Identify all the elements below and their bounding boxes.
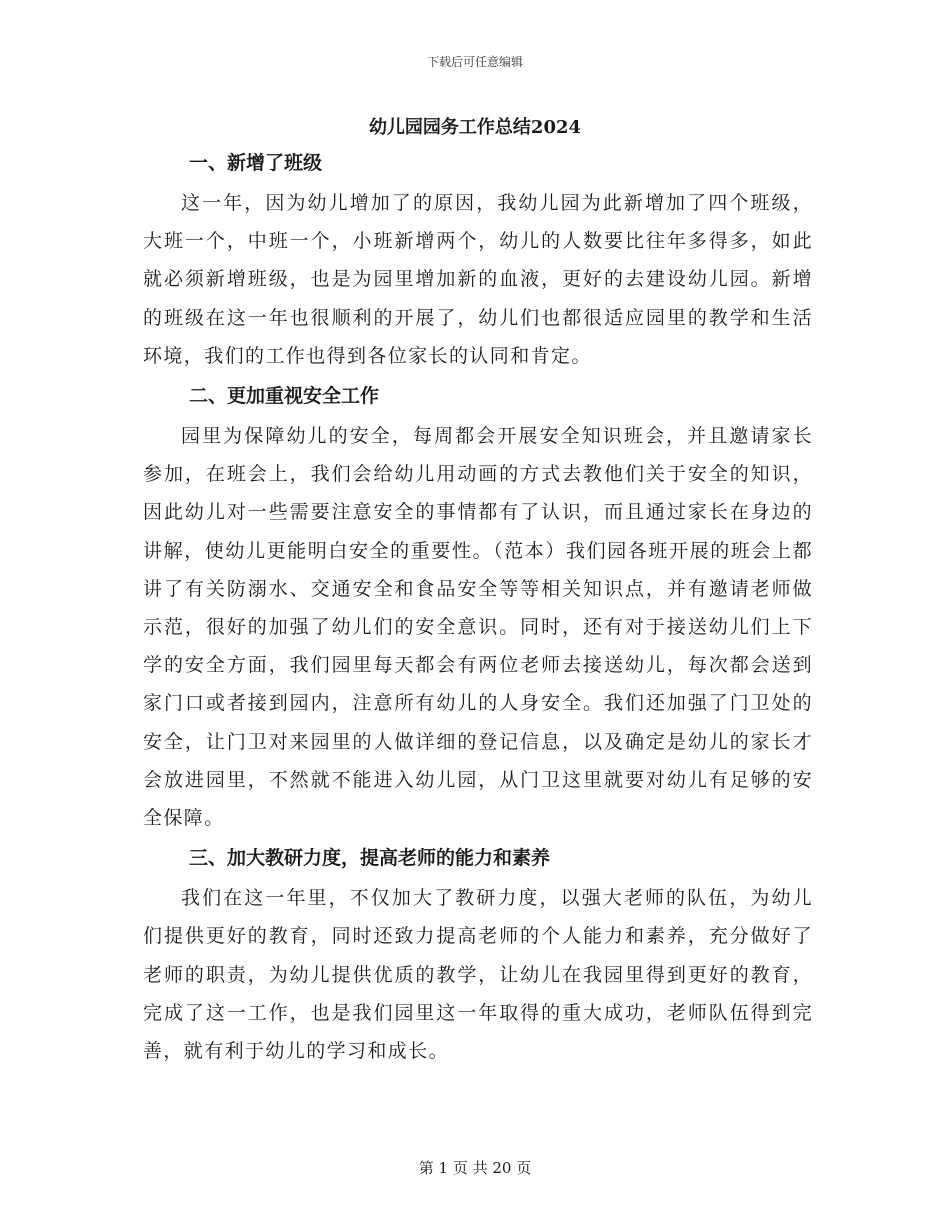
page-number-footer: 第 1 页 共 20 页 (418, 1159, 532, 1177)
section-heading-2: 二、更加重视安全工作 (189, 385, 380, 408)
document-title: 幼儿园园务工作总结2024 (368, 117, 582, 138)
section-heading-3: 三、加大教研力度，提高老师的能力和素养 (189, 847, 551, 870)
section-heading-1: 一、新增了班级 (189, 152, 323, 174)
section-paragraph-1: 这一年，因为幼儿增加了的原因，我幼儿园为此新增加了四个班级，大班一个，中班一个，小班新增两个，幼儿的人数要比往年多得多，如此就必须新增班级，也是为园里增加新的血液，更好的去建设幼儿园。新增的班级在这一年也很顺利的开展了，幼儿们也都很适应园里的教学和生活环境，我们的工作也得到各位家长的认同和肯定。 (143, 192, 813, 367)
page-header-note: 下载后可任意编辑 (426, 55, 523, 69)
section-paragraph-3: 我们在这一年里，不仅加大了教研力度，以强大老师的队伍，为幼儿们提供更好的教育，同时还致力提高老师的个人能力和素养，充分做好了老师的职责，为幼儿提供优质的教学，让幼儿在我园里得到更好的教育，完成了这一工作，也是我们园里这一年取得的重大成功，老师队伍得到完善，就有利于幼儿的学习和成长。 (143, 887, 813, 1063)
document-body (143, 148, 813, 1076)
section-paragraph-2: 园里为保障幼儿的安全，每周都会开展安全知识班会，并且邀请家长参加，在班会上，我们会给幼儿用动画的方式去教他们关于安全的知识，因此幼儿对一些需要注意安全的事情都有了认识，而且通过家长在身边的讲解，使幼儿更能明白安全的重要性。（范本）我们园各班开展的班会上都讲了有关防溺水、交通安全和食品安全等等相关知识点，并有邀请老师做示范，很好的加强了幼儿们的安全意识。同时，还有对于接送幼儿们上下学的安全方面，我们园里每天都会有两位老师去接送幼儿，每次都会送到家门口或者接到园内，注意所有幼儿的人身安全。我们还加强了门卫处的安全，让门卫对来园里的人做详细的登记信息，以及确定是幼儿的家长才会放进园里，不然就不能进入幼儿园，从门卫这里就要对幼儿有足够的安全保障。 (143, 425, 813, 830)
